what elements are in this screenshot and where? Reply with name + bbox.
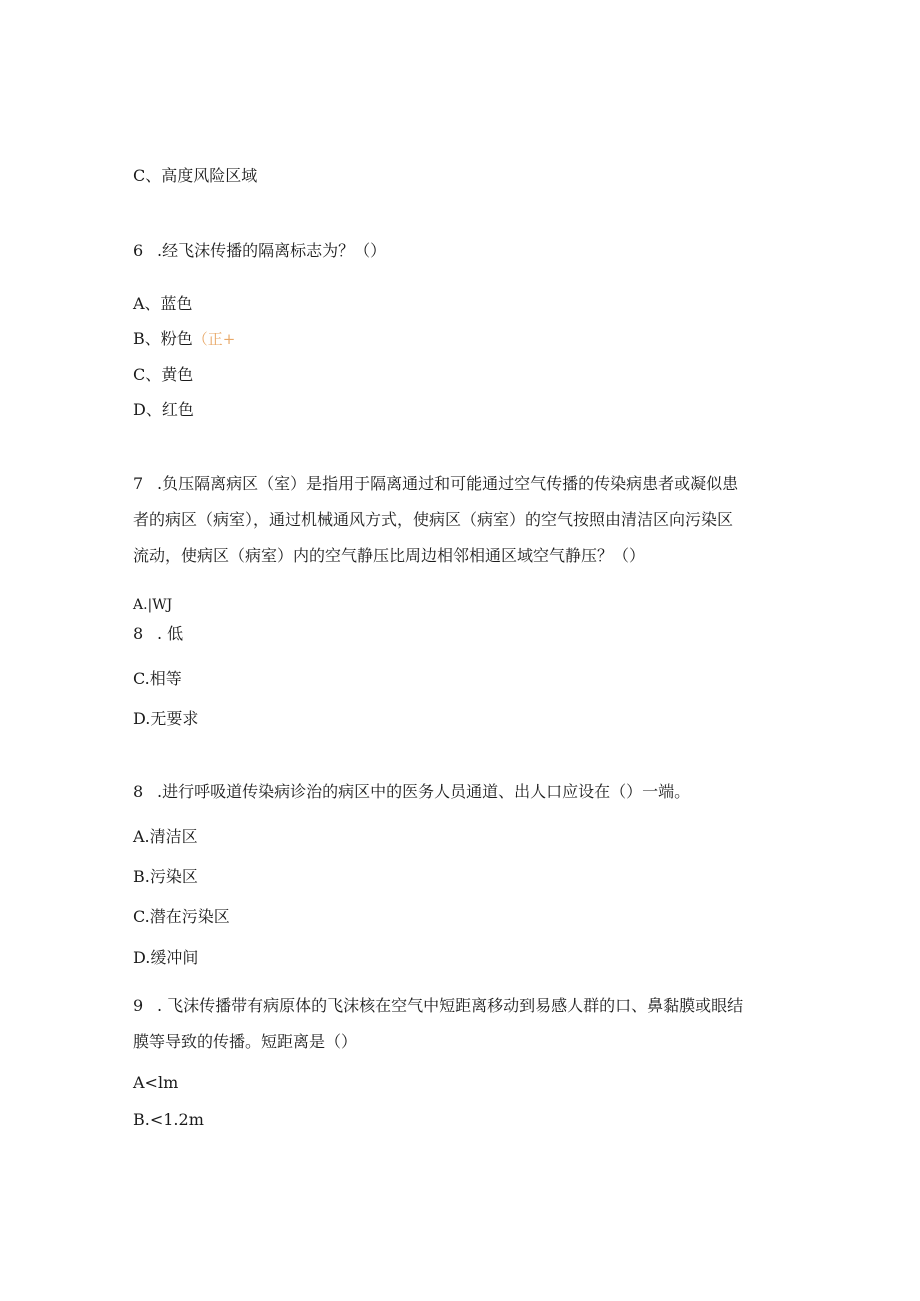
q7-line-1 bbox=[133, 466, 793, 502]
q7-number: 7 bbox=[133, 474, 144, 493]
q9-line-2: 膜等导致的传播。短距离是（） bbox=[133, 1032, 358, 1051]
q6-option-b-text: B、粉色 bbox=[133, 329, 193, 348]
q7-option-a: A.|WJ bbox=[133, 597, 173, 613]
q7-line-3: 流动，使病区（病室）内的空气静压比周边相邻相通区域空气静压？（） bbox=[133, 546, 646, 565]
q6-option-a: A、蓝色 bbox=[133, 294, 193, 313]
q7-option-b bbox=[133, 624, 183, 644]
q8-text: .进行呼吸道传染病诊治的病区中的医务人员通道、出人口应设在（）一端。 bbox=[157, 782, 691, 801]
q9-option-b: B.<1.2m bbox=[133, 1110, 204, 1129]
q6-option-d: D、红色 bbox=[133, 400, 194, 419]
q8-option-a: A.清洁区 bbox=[133, 827, 198, 846]
q9-number: 9 bbox=[133, 996, 144, 1015]
q6-number: 6 bbox=[133, 241, 144, 260]
q6-option-c: C、黄色 bbox=[133, 365, 194, 384]
q9-line-1 bbox=[133, 988, 793, 1024]
q7-option-b-number: 8 bbox=[133, 624, 144, 643]
q7-line-1-text: .负压隔离病区（室）是指用于隔离通过和可能通过空气传播的传染病患者或凝似患 bbox=[157, 474, 739, 493]
q8-option-b: B.污染区 bbox=[133, 867, 198, 886]
q7-question bbox=[133, 466, 793, 574]
q5-option-c: C、高度风险区域 bbox=[133, 166, 258, 185]
q9-option-a: A<lm bbox=[133, 1073, 179, 1092]
q7-option-d: D.无要求 bbox=[133, 709, 199, 728]
q8-option-d: D.缓冲间 bbox=[133, 948, 199, 967]
q8-question bbox=[133, 782, 690, 802]
q7-option-c: C.相等 bbox=[133, 669, 182, 688]
q9-line-1-text: . 飞沫传播带有病原体的飞沫核在空气中短距离移动到易感人群的口、鼻黏膜或眼结 bbox=[157, 996, 744, 1015]
q9-question bbox=[133, 988, 793, 1060]
q6-question bbox=[133, 241, 386, 261]
q7-option-b-text: . 低 bbox=[157, 624, 184, 643]
q7-line-2: 者的病区（病室），通过机械通风方式，使病区（病室）的空气按照由清洁区向污染区 bbox=[133, 510, 734, 529]
q8-option-c: C.潜在污染区 bbox=[133, 907, 230, 926]
q6-option-b bbox=[133, 329, 235, 349]
q8-number: 8 bbox=[133, 782, 144, 801]
q6-text: .经飞沫传播的隔离标志为？（） bbox=[157, 241, 387, 260]
q6-answer-note: （正+ bbox=[192, 330, 236, 348]
